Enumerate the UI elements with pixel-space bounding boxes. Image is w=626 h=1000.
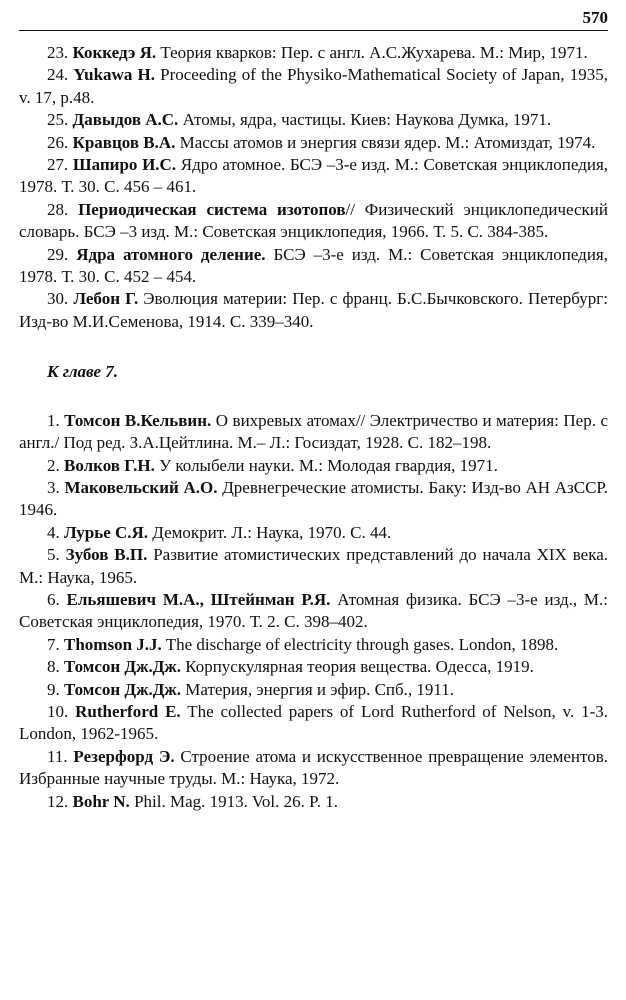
reference-item xyxy=(19,656,608,678)
reference-text: Proceeding of the Physiko-Mathematical Society of Japan, 1935, v. 17, p.48. xyxy=(19,65,608,107)
reference-text: The collected papers of Lord Rutherford of Nelson, v. 1-3. London, 1962-1965. xyxy=(19,701,608,744)
reference-number: 26. xyxy=(47,132,69,152)
reference-author: Лебон Г. xyxy=(73,289,139,309)
reference-author: Давыдов А.С. xyxy=(72,110,179,130)
reference-item xyxy=(19,679,608,701)
reference-text: О вихревых атомах// Электричество и материя: Пер. с англ./ Под ред. З.А.Цейтлина. М.– Л.: Госиздат, 1928. С. 182–198. xyxy=(19,410,609,453)
reference-text: The discharge of electricity through gases. London, 1898. xyxy=(165,634,559,654)
reference-author: Томсон Дж.Дж. xyxy=(64,657,181,677)
reference-number: 9. xyxy=(47,679,60,699)
reference-author: Коккедэ Я. xyxy=(72,43,157,62)
reference-item xyxy=(19,701,608,746)
reference-text: Массы атомов и энергия связи ядер. М.: Атомиздат, 1974. xyxy=(179,132,596,152)
page-content xyxy=(19,42,608,813)
reference-author: Ядра атомного деление. xyxy=(76,244,266,264)
reference-author: Волков Г.Н. xyxy=(64,455,155,475)
reference-number: 7. xyxy=(47,634,60,654)
reference-number: 4. xyxy=(47,522,60,542)
reference-item xyxy=(19,244,608,289)
reference-item xyxy=(19,109,608,131)
reference-item xyxy=(19,455,608,477)
reference-author: Кравцов В.А. xyxy=(72,132,176,152)
reference-author: Ельяшевич М.А., Штейнман Р.Я. xyxy=(66,589,331,609)
reference-text: БСЭ –3-е изд. М.: Советская энциклопедия, 1978. Т. 30. С. 452 – 454. xyxy=(19,244,608,287)
reference-number: 5. xyxy=(47,545,60,565)
reference-text: Теория кварков: Пер. с англ. А.С.Жухарева. М.: Мир, 1971. xyxy=(160,43,588,62)
reference-author: Периодическая система изотопов xyxy=(78,199,346,219)
reference-author: Rutherford E. xyxy=(75,701,181,721)
reference-item xyxy=(19,64,608,109)
reference-item xyxy=(19,154,608,199)
reference-number: 2. xyxy=(47,455,60,475)
reference-author: Маковельский А.О. xyxy=(64,477,218,497)
reference-list-chapter-6 xyxy=(19,42,608,333)
chapter-heading: К главе 7. xyxy=(47,362,118,382)
reference-item xyxy=(19,522,608,544)
reference-author: Thomson J.J. xyxy=(64,634,162,654)
reference-text: Корпускулярная теория вещества. Одесса, 1919. xyxy=(185,657,534,677)
reference-item xyxy=(19,634,608,656)
reference-author: Томсон В.Кельвин. xyxy=(64,410,212,430)
reference-item xyxy=(19,288,608,333)
reference-number: 8. xyxy=(47,657,60,677)
reference-text: Эволюция материи: Пер. с франц. Б.С.Бычковского. Петербург: Изд-во М.И.Семенова, 1914. С. 339–340. xyxy=(19,289,608,331)
reference-item xyxy=(19,42,608,64)
reference-author: Зубов В.П. xyxy=(65,545,148,565)
reference-text: Древнегреческие атомисты. Баку: Изд-во АН АзССР. 1946. xyxy=(19,477,608,520)
page-number: 570 xyxy=(582,8,608,27)
page-header xyxy=(19,6,608,31)
reference-text: Демокрит. Л.: Наука, 1970. С. 44. xyxy=(152,522,392,542)
reference-item xyxy=(19,589,608,634)
reference-number: 23. xyxy=(47,43,69,62)
reference-list-chapter-7 xyxy=(19,410,608,813)
reference-text: Phil. Mag. 1913. Vol. 26. P. 1. xyxy=(134,791,338,811)
reference-text: // Физический энциклопедический словарь. БСЭ –3 изд. М.: Советская энциклопедия, 1966. Т. 5. С. 384-385. xyxy=(19,199,608,242)
reference-author: Шапиро И.С. xyxy=(72,155,177,175)
reference-number: 30. xyxy=(47,289,69,309)
reference-number: 11. xyxy=(47,746,68,766)
reference-author: Yukawa H. xyxy=(73,65,155,85)
reference-number: 10. xyxy=(47,701,69,721)
reference-author: Bohr N. xyxy=(72,791,130,811)
reference-number: 24. xyxy=(47,65,69,85)
reference-number: 6. xyxy=(47,589,60,609)
reference-text: Развитие атомистических представлений до начала XIX века. М.: Наука, 1965. xyxy=(19,545,608,587)
reference-item xyxy=(19,410,608,455)
reference-item xyxy=(19,132,608,154)
reference-number: 12. xyxy=(47,791,69,811)
reference-text: У колыбели науки. М.: Молодая гвардия, 1971. xyxy=(159,455,498,475)
reference-number: 28. xyxy=(47,199,69,219)
reference-text: Ядро атомное. БСЭ –3-е изд. М.: Советская энциклопедия, 1978. Т. 30. С. 456 – 461. xyxy=(19,155,609,197)
reference-item xyxy=(19,199,608,244)
reference-item xyxy=(19,477,608,522)
reference-text: Атомы, ядра, частицы. Киев: Наукова Думка, 1971. xyxy=(182,110,552,130)
reference-text: Атомная физика. БСЭ –3-е изд., М.: Советская энциклопедия, 1970. Т. 2. С. 398–402. xyxy=(19,589,609,632)
reference-text: Материя, энергия и эфир. Спб., 1911. xyxy=(185,679,455,699)
reference-number: 27. xyxy=(47,155,69,175)
reference-item xyxy=(19,791,608,813)
reference-number: 25. xyxy=(47,110,69,130)
reference-item xyxy=(19,746,608,791)
reference-item xyxy=(19,544,608,589)
reference-number: 1. xyxy=(47,410,60,430)
reference-author: Лурье С.Я. xyxy=(64,522,149,542)
reference-number: 29. xyxy=(47,244,69,264)
reference-author: Томсон Дж.Дж. xyxy=(64,679,181,699)
reference-author: Резерфорд Э. xyxy=(73,746,175,766)
reference-number: 3. xyxy=(47,477,60,497)
reference-text: Строение атома и искусственное превращение элементов. Избранные научные труды. М.: Наука, 1972. xyxy=(19,746,608,789)
